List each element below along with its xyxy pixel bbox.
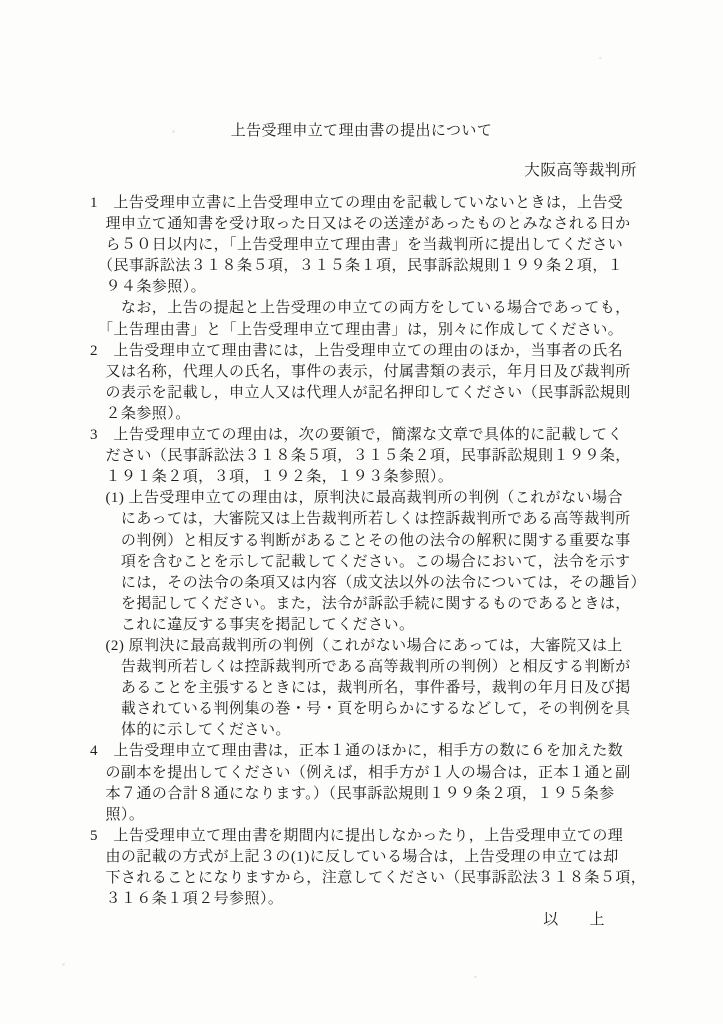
document-line: 4 上告受理申立て理由書は，正本１通のほかに，相手方の数に６を加えた数: [90, 743, 624, 760]
document-line: これに違反する事実を掲記してください。: [90, 616, 415, 633]
document-line: 由の記載の方式が上記３の(1)に反している場合は，上告受理の申立ては却: [90, 848, 619, 865]
document-line: の判例）と相反する判断があることその他の法令の解釈に関する重要な事: [90, 532, 631, 549]
scan-speck: [474, 976, 477, 978]
scan-speck: [599, 57, 602, 59]
document-title: 上告受理申立て理由書の提出について: [230, 123, 493, 139]
document-line: 「上告理由書」と「上告受理申立て理由書」は，別々に作成してください。: [90, 321, 624, 338]
document-line: 項を含むことを示して記載してください。この場合において，法令を示す: [90, 553, 631, 570]
document-line: ださい（民事訴訟法３１８条５項，３１５条２項，民事訴訟規則１９９条，: [90, 448, 631, 465]
document-line: の副本を提出してください（例えば，相手方が１人の場合は，正本１通と副: [90, 764, 631, 781]
document-line: 理申立て通知書を受け取った日又はその送達があったものとみなされる日か: [90, 216, 631, 233]
document-line: には，その法令の条項又は内容（成文法以外の法令については，その趣旨）: [90, 574, 646, 591]
document-line: 下されることになりますから，注意してください（民事訴訟法３１８条５項，: [90, 870, 647, 886]
document-line: ３１６条１項２号参照）。: [90, 891, 284, 908]
document-body-text: [90, 193, 660, 910]
closing-phrase: 以 上: [543, 912, 605, 928]
document-line: １９１条２項，３項，１９２条，１９３条参照）。: [90, 469, 454, 486]
document-line: 1 上告受理申立書に上告受理申立ての理由を記載していないときは，上告受: [90, 195, 624, 211]
document-line: （民事訴訟法３１８条５項，３１５条１項，民事訴訟規則１９９条２項，１: [90, 258, 624, 275]
document-line: (2) 原判決に最高裁判所の判例（これがない場合にあっては，大審院又は上: [90, 637, 623, 654]
document-line: 又は名称，代理人の氏名，事件の表示，付属書類の表示，年月日及び裁判所: [90, 363, 631, 380]
document-line: 載されている判例集の巻・号・頁を明らかにするなどして，その判例を具: [90, 701, 631, 718]
document-line: 本７通の合計８通になります。）（民事訴訟規則１９９条２項，１９５条参: [90, 785, 615, 802]
document-line: なお，上告の提起と上告受理の申立ての両方をしている場合であっても，: [90, 300, 631, 317]
document-line: ９４条参照）。: [90, 279, 207, 296]
document-line: を掲記してください。また，法令が訴訟手続に関するものであるときは，: [90, 595, 631, 612]
document-line: 照）。: [90, 806, 145, 823]
document-line: ２条参照）。: [90, 405, 191, 422]
document-line: ら５０日以内に，「上告受理申立て理由書」を当裁判所に提出してください: [90, 237, 624, 254]
issuing-court-name: 大阪高等裁判所: [524, 162, 637, 179]
document-line: 3 上告受理申立ての理由は，次の要領で，簡潔な文章で具体的に記載してく: [90, 427, 623, 444]
document-line: にあっては，大審院又は上告裁判所若しくは控訴裁判所である高等裁判所: [90, 511, 631, 528]
document-line: あることを主張するときには，裁判所名，事件番号，裁判の年月日及び掲: [90, 680, 631, 697]
scan-speck: [172, 130, 175, 133]
document-line: 告裁判所若しくは控訴裁判所である高等裁判所の判例）と相反する判断が: [90, 659, 631, 676]
document-line: (1) 上告受理申立ての理由は，原判決に最高裁判所の判例（これがない場合: [90, 490, 623, 507]
scan-speck: [520, 212, 522, 214]
document-line: 体的に示してください。: [90, 722, 291, 739]
document-line: の表示を記載し，申立人又は代理人が記名押印してください（民事訴訟規則: [90, 384, 631, 401]
document-line: 2 上告受理申立て理由書には，上告受理申立ての理由のほか，当事者の氏名: [90, 342, 624, 359]
document-line: 5 上告受理申立て理由書を期間内に提出しなかったり，上告受理申立ての理: [90, 827, 624, 844]
scan-speck: [62, 963, 65, 966]
